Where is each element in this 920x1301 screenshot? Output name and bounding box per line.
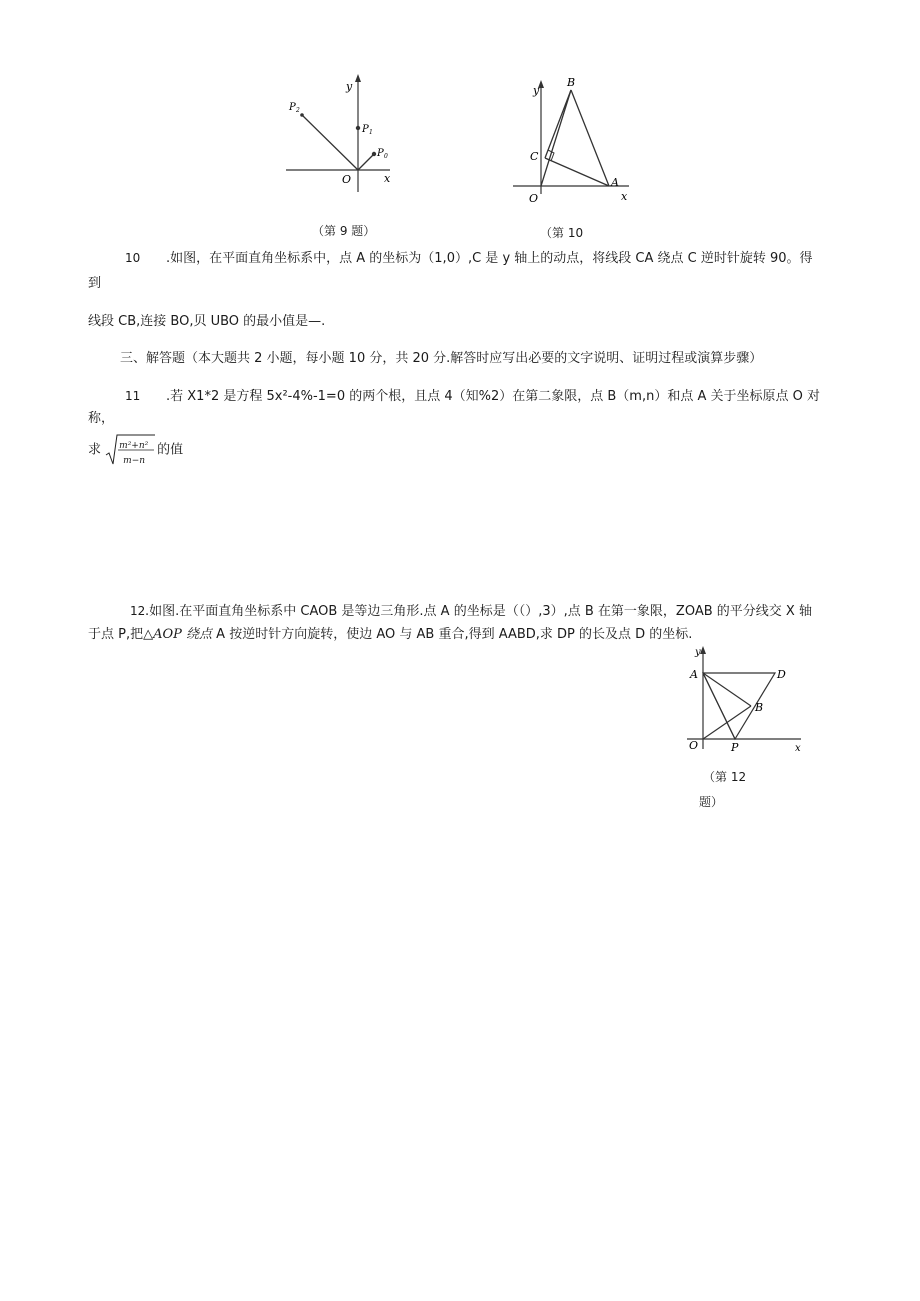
svg-text:0: 0 [384, 153, 388, 160]
figure-9 [280, 70, 410, 200]
q11-line-2: 称， [88, 411, 115, 426]
fig9-y-label: y [346, 80, 353, 93]
fig12-x-label: x [795, 743, 801, 754]
fig10-origin-label: O [529, 192, 539, 205]
fig10-a-label: A [611, 176, 619, 189]
fig9-x-label: x [384, 172, 391, 185]
q11-number: 11 [125, 389, 141, 403]
q10-line-3: 线段 CB,连接 BO,贝 UBO 的最小值是—. [88, 314, 326, 329]
fig10-x-label: x [621, 190, 628, 203]
fig9-p0-label: P [377, 148, 384, 159]
figure-10-caption: （第 10 [540, 226, 584, 240]
fig10-b-label: B [567, 76, 576, 89]
q12-line-1: .如图.在平面直角坐标系中 CAOB 是等边三角形.点 A 的坐标是（（）,3）,点 B 在第一象限，ZOAB 的平分线交 X 轴 [145, 604, 812, 619]
figure-12 [683, 643, 808, 758]
q12-number: 12 [130, 604, 146, 618]
fig12-d-label: D [777, 668, 786, 681]
svg-text:1: 1 [369, 129, 373, 136]
q10-number: 10 [125, 251, 141, 265]
fig9-segment-op2 [302, 115, 358, 170]
fig9-origin-label: O [342, 173, 352, 186]
sqrt-fraction-expression: m²+n² m−n [105, 433, 157, 467]
svg-text:2: 2 [296, 107, 300, 114]
section-heading: 三、解答题（本大题共 2 小题，每小题 10 分，共 20 分.解答时应写出必要的文字说明、证明过程或演算步骤） [120, 351, 763, 366]
fig10-c-label: C [530, 150, 539, 163]
q11-line-3: 求 m²+n² m−n 的值 [88, 433, 183, 467]
fig9-p1-label: P [362, 124, 369, 135]
fig12-a-label: A [690, 668, 698, 681]
figure-9-caption: （第 9 题） [312, 224, 376, 238]
q10-line-2: 到 [88, 276, 102, 291]
fig9-segment-op0 [358, 154, 374, 170]
fig12-p-label: P [731, 741, 739, 754]
q11-line-1: .若 X1*2 是方程 5x²-4%-1=0 的两个根，且点 4（知%2）在第二象限，点 B（m,n）和点 A 关于坐标原点 O 对 [166, 389, 820, 404]
figure-12-caption-line-1: （第 12 [703, 770, 747, 784]
q12-line-2: 于点 P,把△AOP 绕点 A 按逆时针方向旋转，使边 AO 与 AB 重合,得到 AABD,求 DP 的长及点 D 的坐标. [88, 627, 693, 642]
figure-12-caption-line-2: 题） [699, 795, 724, 809]
fig12-y-label: y [695, 647, 701, 658]
fig12-b-label: B [755, 701, 764, 714]
fig9-p2-label: P [289, 102, 296, 113]
fig10-y-label: y [533, 84, 540, 97]
figure-10 [505, 74, 645, 214]
fig12-origin-label: O [689, 739, 699, 752]
q10-line-1: .如图，在平面直角坐标系中，点 A 的坐标为（1,0）,C 是 y 轴上的动点，将线段 CA 绕点 C 逆时针旋转 90。得 [166, 251, 813, 266]
